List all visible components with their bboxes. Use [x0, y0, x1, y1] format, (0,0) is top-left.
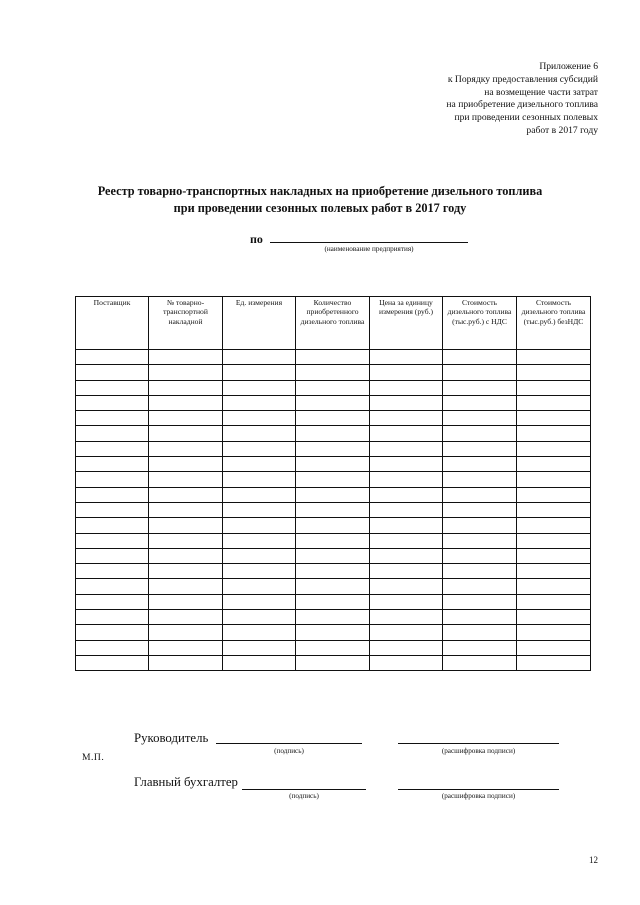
- table-row: [76, 395, 591, 410]
- table-cell[interactable]: [149, 426, 223, 441]
- appendix-line: на возмещение части затрат: [484, 86, 598, 98]
- table-cell[interactable]: [296, 426, 370, 441]
- table-cell[interactable]: [443, 625, 517, 640]
- appendix-reference: [338, 61, 598, 138]
- table-cell[interactable]: [223, 564, 296, 579]
- table-cell[interactable]: [223, 395, 296, 410]
- accountant-decoding-field[interactable]: [398, 789, 559, 790]
- column-header-waybill-number: № товарно-транспортной накладной: [149, 297, 223, 350]
- org-name-caption: (наименование предприятия): [324, 245, 414, 253]
- table-cell[interactable]: [149, 579, 223, 594]
- table-cell[interactable]: [517, 640, 591, 655]
- table-cell[interactable]: [370, 594, 443, 609]
- table-cell[interactable]: [517, 350, 591, 365]
- table-cell[interactable]: [517, 548, 591, 563]
- director-signature-caption: (подпись): [274, 747, 304, 755]
- table-cell[interactable]: [370, 426, 443, 441]
- table-cell[interactable]: [76, 411, 149, 426]
- table-cell[interactable]: [149, 610, 223, 625]
- table-row: [76, 594, 591, 609]
- table-cell[interactable]: [370, 564, 443, 579]
- table-row: [76, 411, 591, 426]
- table-cell[interactable]: [443, 518, 517, 533]
- table-row: [76, 564, 591, 579]
- table-cell[interactable]: [296, 640, 370, 655]
- table-cell[interactable]: [223, 411, 296, 426]
- table-cell[interactable]: [223, 625, 296, 640]
- table-cell[interactable]: [443, 457, 517, 472]
- table-cell[interactable]: [443, 640, 517, 655]
- table-cell[interactable]: [370, 487, 443, 502]
- appendix-line: при проведении сезонных полевых: [454, 112, 598, 124]
- table-cell[interactable]: [296, 380, 370, 395]
- table-header-row: [76, 297, 591, 350]
- table-cell[interactable]: [296, 548, 370, 563]
- table-cell[interactable]: [443, 472, 517, 487]
- column-header-cost-without-vat: Стоимость дизельного топлива (тыс.руб.) безНДС: [517, 297, 591, 350]
- table-cell[interactable]: [443, 533, 517, 548]
- table-cell[interactable]: [76, 655, 149, 670]
- table-cell[interactable]: [223, 533, 296, 548]
- table-cell[interactable]: [76, 380, 149, 395]
- table-cell[interactable]: [517, 457, 591, 472]
- table-cell[interactable]: [296, 441, 370, 456]
- table-cell[interactable]: [149, 380, 223, 395]
- table-row: [76, 426, 591, 441]
- table-cell[interactable]: [223, 365, 296, 380]
- table-row: [76, 655, 591, 670]
- table-cell[interactable]: [76, 533, 149, 548]
- table-cell[interactable]: [370, 472, 443, 487]
- table-cell[interactable]: [149, 655, 223, 670]
- table-cell[interactable]: [223, 457, 296, 472]
- table-cell[interactable]: [443, 411, 517, 426]
- table-cell[interactable]: [223, 380, 296, 395]
- table-cell[interactable]: [443, 502, 517, 517]
- director-signature-field[interactable]: [216, 743, 362, 744]
- table-cell[interactable]: [149, 395, 223, 410]
- table-cell[interactable]: [517, 594, 591, 609]
- table-cell[interactable]: [517, 395, 591, 410]
- table-cell[interactable]: [370, 625, 443, 640]
- table-cell[interactable]: [296, 533, 370, 548]
- table-cell[interactable]: [443, 380, 517, 395]
- table-cell[interactable]: [443, 441, 517, 456]
- table-cell[interactable]: [149, 548, 223, 563]
- table-cell[interactable]: [296, 487, 370, 502]
- table-cell[interactable]: [149, 625, 223, 640]
- table-cell[interactable]: [149, 640, 223, 655]
- column-header-unit: Ед. измерения: [223, 297, 296, 350]
- register-body: [76, 350, 591, 671]
- table-cell[interactable]: [223, 594, 296, 609]
- table-cell[interactable]: [517, 411, 591, 426]
- document-title: [60, 183, 580, 216]
- table-row: [76, 350, 591, 365]
- table-cell[interactable]: [517, 579, 591, 594]
- table-cell[interactable]: [223, 350, 296, 365]
- table-cell[interactable]: [370, 395, 443, 410]
- table-cell[interactable]: [149, 564, 223, 579]
- table-cell[interactable]: [296, 350, 370, 365]
- table-cell[interactable]: [443, 487, 517, 502]
- table-cell[interactable]: [149, 472, 223, 487]
- table-cell[interactable]: [223, 441, 296, 456]
- table-cell[interactable]: [149, 518, 223, 533]
- accountant-signature-field[interactable]: [242, 789, 366, 790]
- table-cell[interactable]: [296, 610, 370, 625]
- table-cell[interactable]: [443, 548, 517, 563]
- table-row: [76, 610, 591, 625]
- table-cell[interactable]: [223, 610, 296, 625]
- table-row: [76, 472, 591, 487]
- table-cell[interactable]: [223, 487, 296, 502]
- table-cell[interactable]: [76, 426, 149, 441]
- table-cell[interactable]: [296, 564, 370, 579]
- table-cell[interactable]: [76, 487, 149, 502]
- table-cell[interactable]: [517, 533, 591, 548]
- table-cell[interactable]: [443, 610, 517, 625]
- table-cell[interactable]: [296, 625, 370, 640]
- table-cell[interactable]: [296, 518, 370, 533]
- table-cell[interactable]: [517, 625, 591, 640]
- table-cell[interactable]: [223, 502, 296, 517]
- table-cell[interactable]: [149, 350, 223, 365]
- accountant-signature-caption: (подпись): [289, 792, 319, 800]
- table-cell[interactable]: [517, 472, 591, 487]
- table-cell[interactable]: [149, 533, 223, 548]
- table-cell[interactable]: [370, 380, 443, 395]
- table-cell[interactable]: [517, 518, 591, 533]
- table-cell[interactable]: [223, 548, 296, 563]
- table-cell[interactable]: [149, 487, 223, 502]
- table-cell[interactable]: [443, 395, 517, 410]
- table-cell[interactable]: [76, 441, 149, 456]
- table-cell[interactable]: [76, 548, 149, 563]
- table-row: [76, 457, 591, 472]
- column-header-quantity: Количество приобретенного дизельного топлива: [296, 297, 370, 350]
- table-cell[interactable]: [76, 502, 149, 517]
- table-cell[interactable]: [370, 441, 443, 456]
- table-cell[interactable]: [517, 441, 591, 456]
- org-name-field[interactable]: [270, 242, 468, 243]
- table-cell[interactable]: [296, 411, 370, 426]
- table-row: [76, 533, 591, 548]
- table-cell[interactable]: [296, 395, 370, 410]
- table-cell[interactable]: [517, 502, 591, 517]
- table-cell[interactable]: [370, 457, 443, 472]
- table-cell[interactable]: [370, 640, 443, 655]
- table-cell[interactable]: [149, 457, 223, 472]
- table-cell[interactable]: [223, 640, 296, 655]
- appendix-line: к Порядку предоставления субсидий: [447, 73, 598, 85]
- table-cell[interactable]: [370, 411, 443, 426]
- table-row: [76, 640, 591, 655]
- table-cell[interactable]: [149, 365, 223, 380]
- table-cell[interactable]: [76, 365, 149, 380]
- table-cell[interactable]: [443, 579, 517, 594]
- table-cell[interactable]: [76, 579, 149, 594]
- title-line: Реестр товарно-транспортных накладных на приобретение дизельного топлива: [97, 184, 543, 198]
- table-row: [76, 548, 591, 563]
- table-cell[interactable]: [76, 625, 149, 640]
- table-cell[interactable]: [76, 395, 149, 410]
- table-cell[interactable]: [149, 441, 223, 456]
- page-number: 12: [589, 855, 598, 865]
- table-cell[interactable]: [149, 502, 223, 517]
- table-cell[interactable]: [370, 350, 443, 365]
- table-cell[interactable]: [76, 610, 149, 625]
- table-cell[interactable]: [296, 472, 370, 487]
- accountant-label: Главный бухгалтер: [134, 775, 238, 789]
- table-row: [76, 487, 591, 502]
- table-cell[interactable]: [443, 426, 517, 441]
- table-cell[interactable]: [443, 655, 517, 670]
- accountant-decoding-caption: (расшифровка подписи): [441, 792, 516, 800]
- table-cell[interactable]: [76, 457, 149, 472]
- table-cell[interactable]: [370, 655, 443, 670]
- table-cell[interactable]: [443, 594, 517, 609]
- table-cell[interactable]: [370, 610, 443, 625]
- table-cell[interactable]: [223, 426, 296, 441]
- director-decoding-field[interactable]: [398, 743, 559, 744]
- table-cell[interactable]: [370, 502, 443, 517]
- table-row: [76, 518, 591, 533]
- table-row: [76, 380, 591, 395]
- director-decoding-caption: (расшифровка подписи): [441, 747, 516, 755]
- table-cell[interactable]: [149, 411, 223, 426]
- table-row: [76, 502, 591, 517]
- table-cell[interactable]: [443, 365, 517, 380]
- appendix-line: на приобретение дизельного топлива: [446, 99, 598, 111]
- table-cell[interactable]: [223, 579, 296, 594]
- table-cell[interactable]: [517, 487, 591, 502]
- table-cell[interactable]: [296, 365, 370, 380]
- table-cell[interactable]: [370, 518, 443, 533]
- table-cell[interactable]: [296, 594, 370, 609]
- table-cell[interactable]: [370, 365, 443, 380]
- director-label: Руководитель: [134, 731, 209, 745]
- table-cell[interactable]: [76, 564, 149, 579]
- org-prefix: по: [250, 232, 263, 246]
- table-cell[interactable]: [76, 594, 149, 609]
- table-cell[interactable]: [370, 548, 443, 563]
- table-cell[interactable]: [223, 655, 296, 670]
- title-line: при проведении сезонных полевых работ в 2017 году: [173, 200, 467, 215]
- table-cell[interactable]: [296, 502, 370, 517]
- table-cell[interactable]: [296, 655, 370, 670]
- table-cell[interactable]: [149, 594, 223, 609]
- table-cell[interactable]: [223, 518, 296, 533]
- column-header-unit-price: Цена за единицу измерения (руб.): [370, 297, 443, 350]
- table-cell[interactable]: [370, 533, 443, 548]
- table-cell[interactable]: [296, 457, 370, 472]
- table-cell[interactable]: [517, 655, 591, 670]
- table-cell[interactable]: [76, 350, 149, 365]
- table-cell[interactable]: [517, 380, 591, 395]
- table-row: [76, 625, 591, 640]
- table-row: [76, 365, 591, 380]
- table-cell[interactable]: [517, 365, 591, 380]
- appendix-line: работ в 2017 году: [526, 124, 598, 136]
- table-cell[interactable]: [517, 426, 591, 441]
- table-cell[interactable]: [296, 579, 370, 594]
- table-cell[interactable]: [223, 472, 296, 487]
- table-cell[interactable]: [76, 518, 149, 533]
- appendix-line: Приложение 6: [539, 61, 598, 72]
- table-cell[interactable]: [517, 564, 591, 579]
- table-cell[interactable]: [517, 610, 591, 625]
- table-cell[interactable]: [76, 472, 149, 487]
- table-cell[interactable]: [443, 350, 517, 365]
- table-cell[interactable]: [76, 640, 149, 655]
- column-header-cost-with-vat: Стоимость дизельного топлива (тыс.руб.) с НДС: [443, 297, 517, 350]
- stamp-label: М.П.: [82, 752, 105, 763]
- table-cell[interactable]: [370, 579, 443, 594]
- register-table: [75, 296, 591, 671]
- table-cell[interactable]: [443, 564, 517, 579]
- table-row: [76, 441, 591, 456]
- table-row: [76, 579, 591, 594]
- column-header-supplier: Поставщик: [76, 297, 149, 350]
